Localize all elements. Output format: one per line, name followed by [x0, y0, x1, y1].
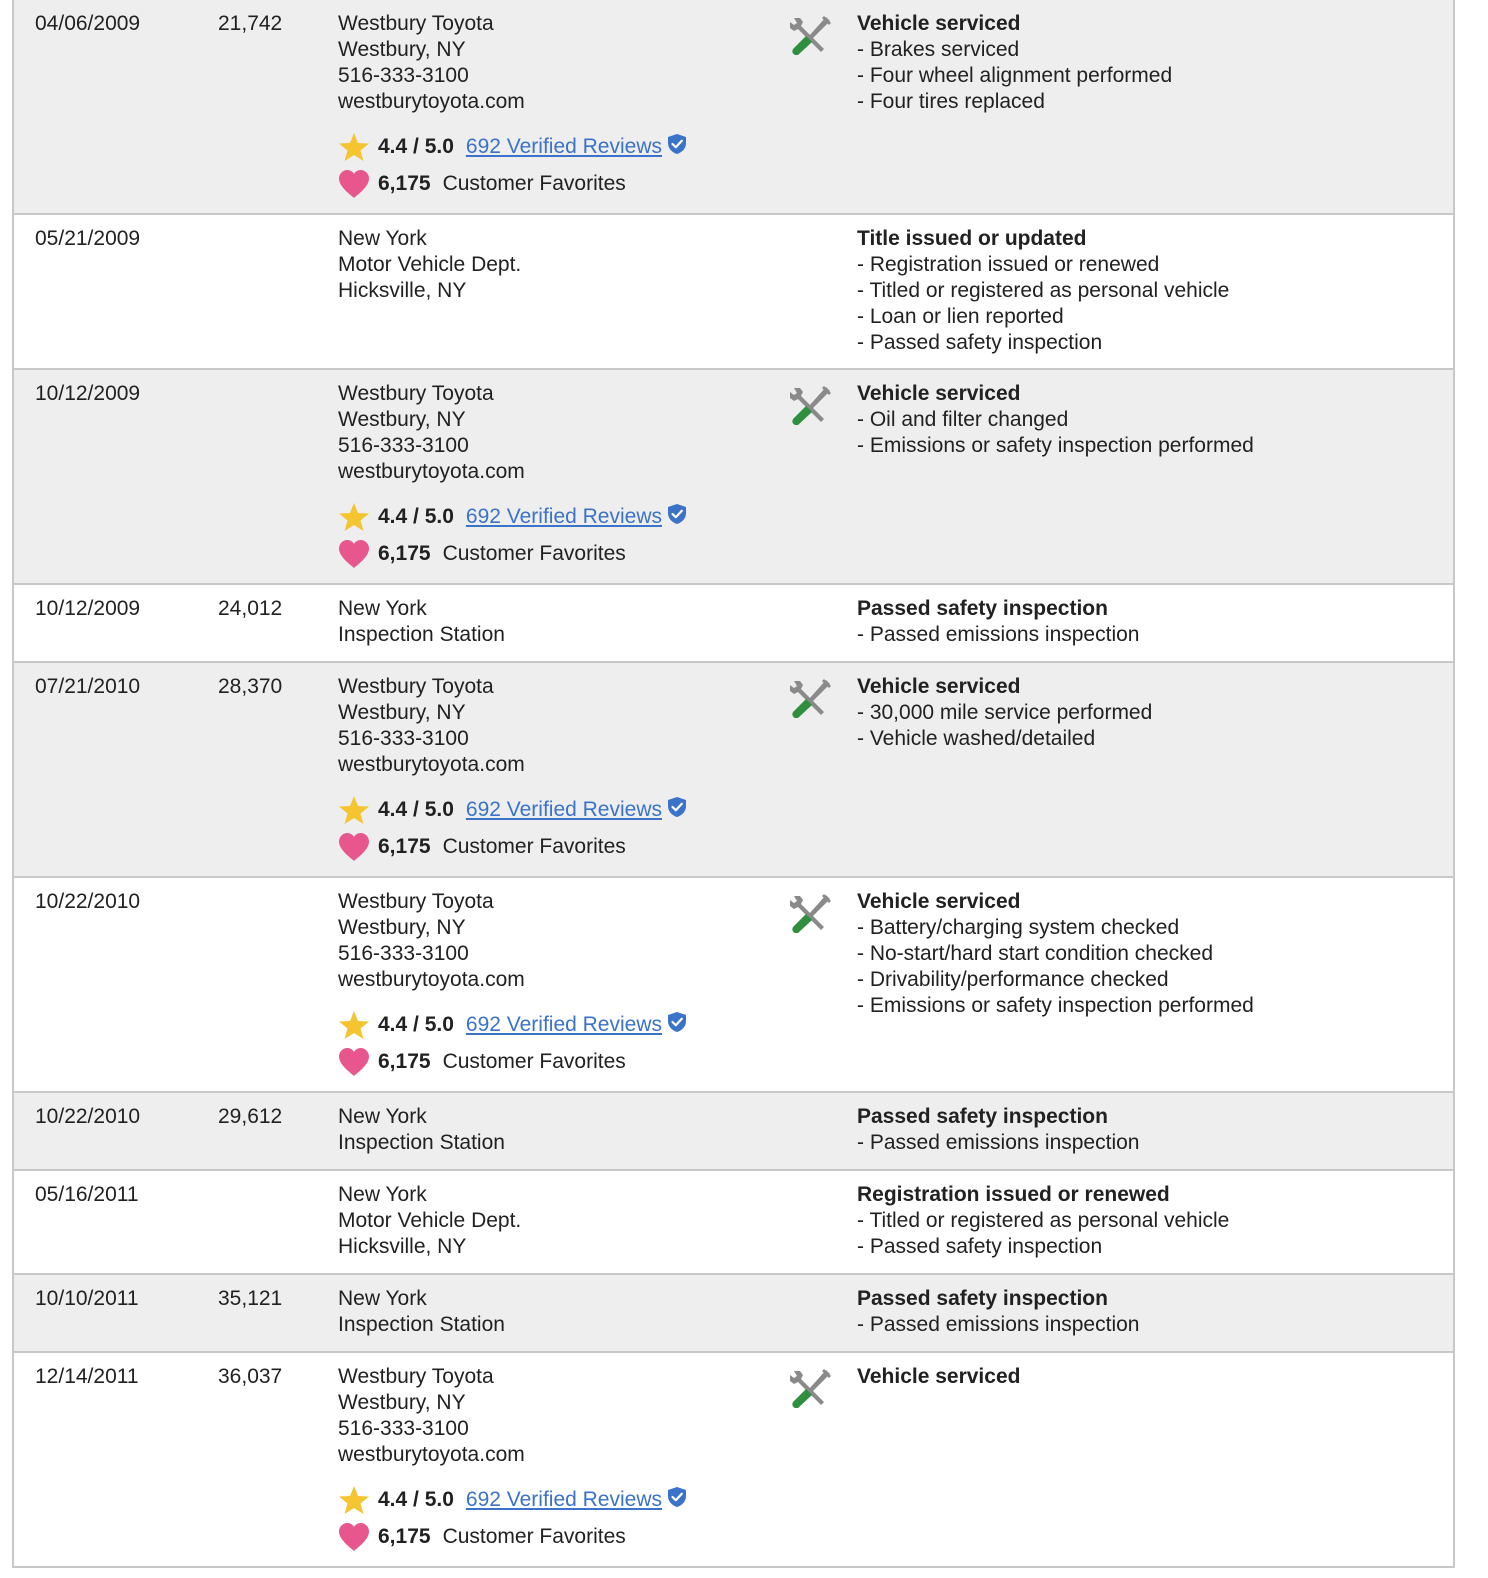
source-info — [338, 1182, 768, 1260]
record-details — [857, 1104, 1447, 1156]
odometer-reading: 28,370 — [218, 675, 283, 698]
source-phone: 516-333-3100 — [338, 64, 469, 87]
source-phone: Hicksville, NY — [338, 1235, 467, 1258]
favorites-label: Customer Favorites — [442, 1525, 626, 1548]
detail-item: - Emissions or safety inspection performed — [857, 434, 1254, 457]
detail-item: - Loan or lien reported — [857, 305, 1064, 328]
history-row — [14, 215, 1453, 370]
history-row — [14, 0, 1453, 215]
wrench-screwdriver-icon — [788, 384, 832, 428]
record-details — [857, 674, 1447, 752]
star-icon — [338, 502, 370, 532]
source-line: Westbury, NY — [338, 916, 466, 939]
record-date: 07/21/2010 — [35, 675, 141, 698]
favorites-label: Customer Favorites — [442, 1050, 626, 1073]
source-info — [338, 11, 768, 199]
detail-item: - No-start/hard start condition checked — [857, 942, 1213, 965]
favorites-count: 6,175 — [378, 542, 431, 565]
source-info — [338, 889, 768, 1077]
rating-score: 4.4 / 5.0 — [378, 798, 454, 821]
detail-item: - Titled or registered as personal vehicle — [857, 1209, 1230, 1232]
source-website[interactable]: westburytoyota.com — [338, 90, 525, 113]
detail-item: - Drivability/performance checked — [857, 968, 1169, 991]
record-details — [857, 1364, 1447, 1390]
favorites-label: Customer Favorites — [442, 542, 626, 565]
odometer-reading: 29,612 — [218, 1105, 283, 1128]
source-line: Westbury Toyota — [338, 675, 494, 698]
detail-item: - Passed safety inspection — [857, 331, 1103, 354]
history-row — [14, 1093, 1453, 1171]
source-website[interactable]: westburytoyota.com — [338, 968, 525, 991]
source-info — [338, 596, 768, 648]
detail-title: Passed safety inspection — [857, 1105, 1108, 1128]
source-line: Westbury Toyota — [338, 890, 494, 913]
source-website[interactable]: westburytoyota.com — [338, 753, 525, 776]
detail-item: - Registration issued or renewed — [857, 253, 1160, 276]
record-date: 05/16/2011 — [35, 1183, 139, 1206]
history-row — [14, 585, 1453, 663]
shield-check-icon — [667, 133, 687, 155]
favorites-count: 6,175 — [378, 835, 431, 858]
source-line: Westbury Toyota — [338, 12, 494, 35]
source-line: New York — [338, 597, 427, 620]
source-info — [338, 1286, 768, 1338]
wrench-screwdriver-icon — [788, 1367, 832, 1411]
record-details — [857, 1286, 1447, 1338]
history-row — [14, 1353, 1453, 1568]
wrench-screwdriver-icon — [788, 677, 832, 721]
source-info — [338, 674, 768, 862]
detail-title: Vehicle serviced — [857, 1365, 1021, 1388]
source-phone: Hicksville, NY — [338, 279, 467, 302]
source-line: Westbury, NY — [338, 408, 466, 431]
source-info — [338, 1104, 768, 1156]
source-info — [338, 1364, 768, 1552]
source-line: Motor Vehicle Dept. — [338, 253, 522, 276]
detail-title: Vehicle serviced — [857, 890, 1021, 913]
detail-item: - Four tires replaced — [857, 90, 1045, 113]
record-details — [857, 596, 1447, 648]
detail-title: Vehicle serviced — [857, 675, 1021, 698]
verified-reviews-link[interactable]: 692 Verified Reviews — [465, 798, 662, 821]
rating-score: 4.4 / 5.0 — [378, 1013, 454, 1036]
record-details — [857, 889, 1447, 1019]
detail-title: Passed safety inspection — [857, 597, 1108, 620]
vehicle-history-table — [12, 0, 1455, 1568]
detail-title: Title issued or updated — [857, 227, 1087, 250]
star-icon — [338, 132, 370, 162]
detail-title: Passed safety inspection — [857, 1287, 1108, 1310]
history-row — [14, 1171, 1453, 1275]
customer-favorites — [338, 169, 768, 199]
odometer-reading: 24,012 — [218, 597, 283, 620]
source-line: New York — [338, 227, 427, 250]
source-phone: 516-333-3100 — [338, 434, 469, 457]
dealer-rating — [338, 795, 768, 825]
heart-icon — [338, 1522, 370, 1552]
shield-check-icon — [667, 1486, 687, 1508]
detail-item: - Passed emissions inspection — [857, 1131, 1140, 1154]
source-line: Westbury Toyota — [338, 382, 494, 405]
history-row — [14, 663, 1453, 878]
heart-icon — [338, 169, 370, 199]
odometer-reading: 35,121 — [218, 1287, 283, 1310]
dealer-rating — [338, 132, 768, 162]
detail-title: Vehicle serviced — [857, 382, 1021, 405]
verified-reviews-link[interactable]: 692 Verified Reviews — [465, 1488, 662, 1511]
verified-reviews-link[interactable]: 692 Verified Reviews — [465, 505, 662, 528]
star-icon — [338, 795, 370, 825]
customer-favorites — [338, 539, 768, 569]
record-details — [857, 381, 1447, 459]
dealer-rating — [338, 1010, 768, 1040]
source-line: New York — [338, 1105, 427, 1128]
history-row — [14, 1275, 1453, 1353]
record-date: 04/06/2009 — [35, 12, 141, 35]
source-line: Westbury, NY — [338, 38, 466, 61]
detail-item: - Passed emissions inspection — [857, 1313, 1140, 1336]
star-icon — [338, 1485, 370, 1515]
heart-icon — [338, 539, 370, 569]
source-website[interactable]: westburytoyota.com — [338, 1443, 525, 1466]
detail-item: - Brakes serviced — [857, 38, 1020, 61]
customer-favorites — [338, 1047, 768, 1077]
source-website[interactable]: westburytoyota.com — [338, 460, 525, 483]
source-line: Westbury, NY — [338, 701, 466, 724]
heart-icon — [338, 1047, 370, 1077]
record-date: 10/12/2009 — [35, 382, 141, 405]
source-phone: 516-333-3100 — [338, 727, 469, 750]
detail-item: - Oil and filter changed — [857, 408, 1069, 431]
source-line: New York — [338, 1183, 427, 1206]
favorites-count: 6,175 — [378, 1525, 431, 1548]
shield-check-icon — [667, 503, 687, 525]
history-row — [14, 370, 1453, 585]
detail-item: - Passed emissions inspection — [857, 623, 1140, 646]
dealer-rating — [338, 502, 768, 532]
record-details — [857, 11, 1447, 115]
favorites-label: Customer Favorites — [442, 835, 626, 858]
source-line: Inspection Station — [338, 623, 505, 646]
detail-item: - Four wheel alignment performed — [857, 64, 1173, 87]
dealer-rating — [338, 1485, 768, 1515]
source-info — [338, 381, 768, 569]
record-details — [857, 1182, 1447, 1260]
detail-item: - Titled or registered as personal vehicle — [857, 279, 1230, 302]
heart-icon — [338, 832, 370, 862]
shield-check-icon — [667, 796, 687, 818]
source-info — [338, 226, 768, 304]
source-line: Motor Vehicle Dept. — [338, 1209, 522, 1232]
odometer-reading: 21,742 — [218, 12, 283, 35]
record-date: 10/10/2011 — [35, 1287, 139, 1310]
source-phone: 516-333-3100 — [338, 1417, 469, 1440]
source-line: Westbury Toyota — [338, 1365, 494, 1388]
detail-item: - Emissions or safety inspection performed — [857, 994, 1254, 1017]
record-date: 05/21/2009 — [35, 227, 141, 250]
detail-item: - Vehicle washed/detailed — [857, 727, 1096, 750]
wrench-screwdriver-icon — [788, 892, 832, 936]
rating-score: 4.4 / 5.0 — [378, 505, 454, 528]
detail-title: Vehicle serviced — [857, 12, 1021, 35]
source-line: Westbury, NY — [338, 1391, 466, 1414]
record-date: 10/12/2009 — [35, 597, 141, 620]
star-icon — [338, 1010, 370, 1040]
odometer-reading: 36,037 — [218, 1365, 283, 1388]
source-phone: 516-333-3100 — [338, 942, 469, 965]
source-line: Inspection Station — [338, 1313, 505, 1336]
detail-item: - 30,000 mile service performed — [857, 701, 1153, 724]
record-date: 10/22/2010 — [35, 1105, 141, 1128]
favorites-label: Customer Favorites — [442, 172, 626, 195]
record-date: 10/22/2010 — [35, 890, 141, 913]
favorites-count: 6,175 — [378, 172, 431, 195]
record-details — [857, 226, 1447, 356]
wrench-screwdriver-icon — [788, 14, 832, 58]
verified-reviews-link[interactable]: 692 Verified Reviews — [465, 1013, 662, 1036]
customer-favorites — [338, 832, 768, 862]
rating-score: 4.4 / 5.0 — [378, 1488, 454, 1511]
shield-check-icon — [667, 1011, 687, 1033]
record-date: 12/14/2011 — [35, 1365, 139, 1388]
customer-favorites — [338, 1522, 768, 1552]
rating-score: 4.4 / 5.0 — [378, 135, 454, 158]
source-line: Inspection Station — [338, 1131, 505, 1154]
favorites-count: 6,175 — [378, 1050, 431, 1073]
history-row — [14, 878, 1453, 1093]
detail-item: - Battery/charging system checked — [857, 916, 1180, 939]
verified-reviews-link[interactable]: 692 Verified Reviews — [465, 135, 662, 158]
detail-title: Registration issued or renewed — [857, 1183, 1170, 1206]
source-line: New York — [338, 1287, 427, 1310]
detail-item: - Passed safety inspection — [857, 1235, 1103, 1258]
